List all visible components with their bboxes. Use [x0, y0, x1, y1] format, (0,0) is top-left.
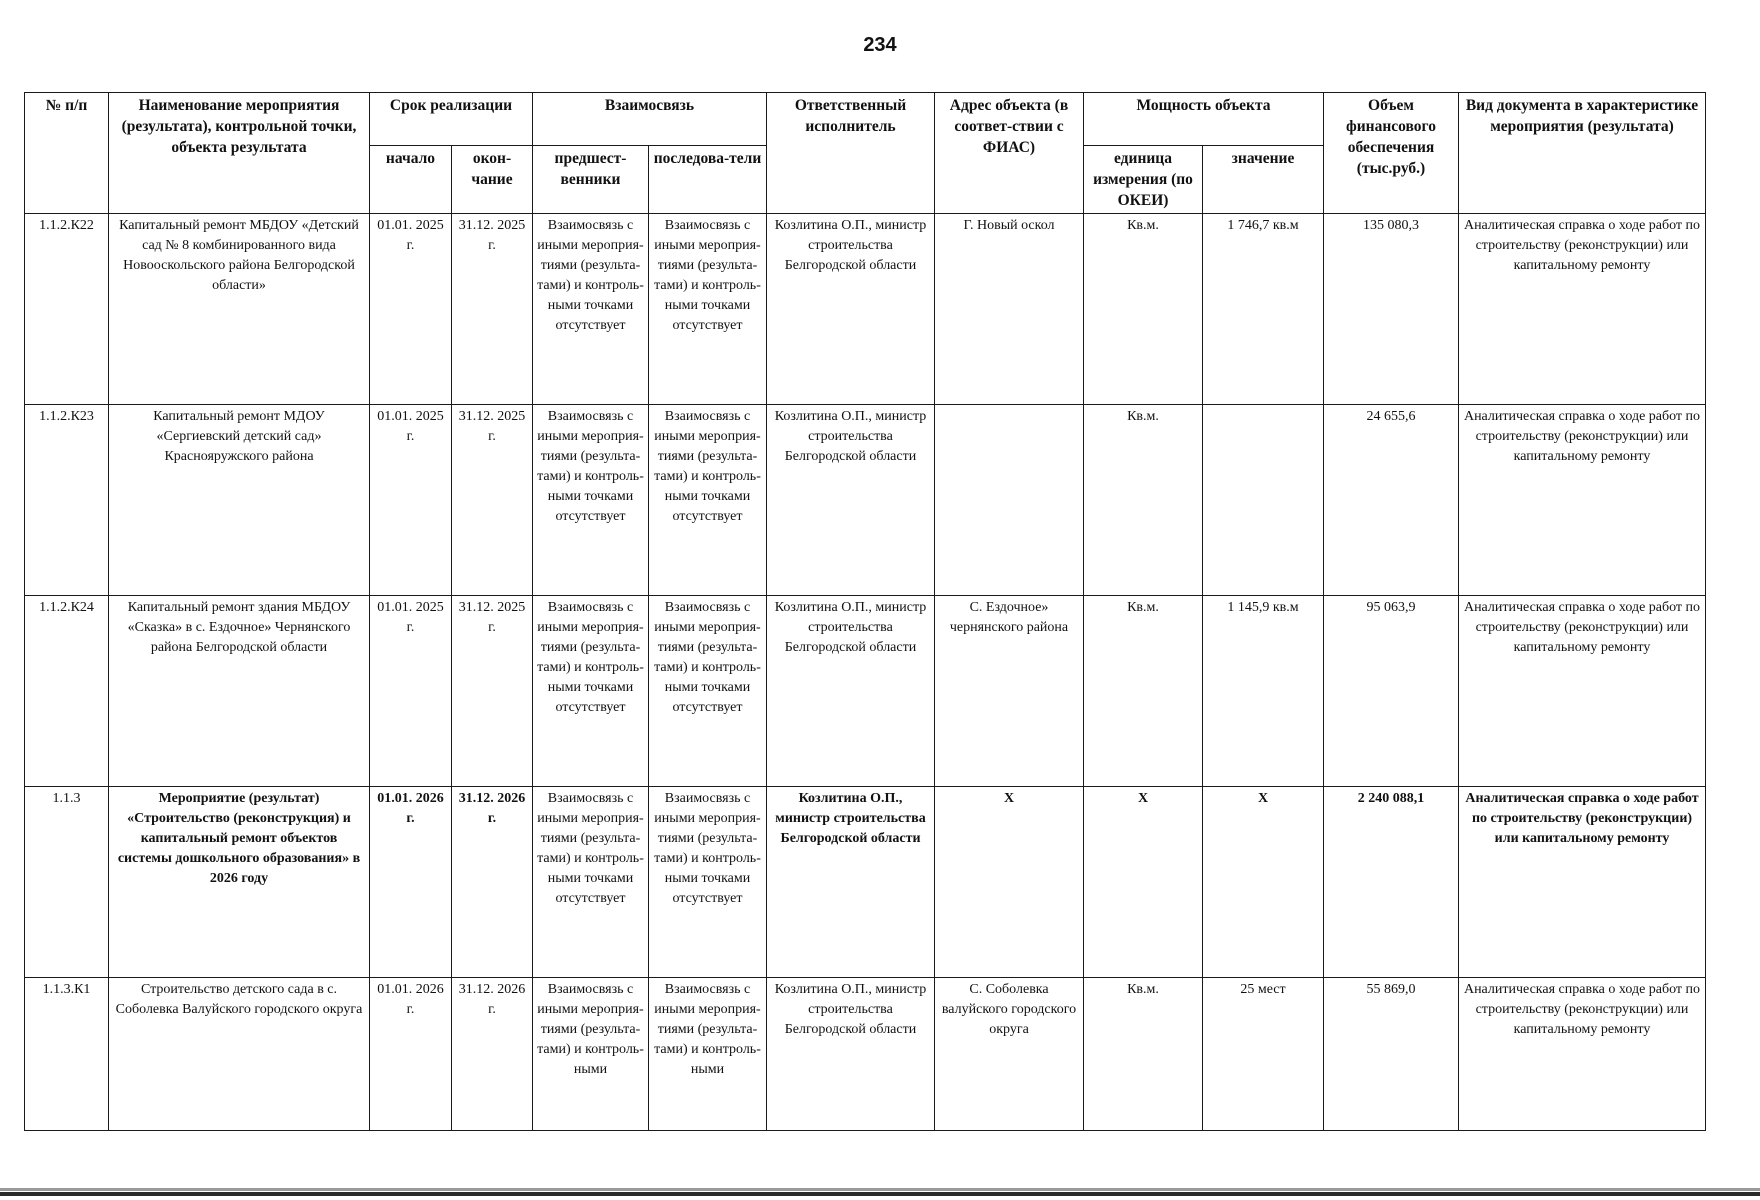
- cell-unit: Кв.м.: [1084, 596, 1203, 787]
- cell-unit: Кв.м.: [1084, 214, 1203, 405]
- cell-next: Взаимосвязь с иными мероприя-тиями (результа-тами) и контроль-ными: [649, 978, 767, 1131]
- cell-doc: Аналитическая справка о ходе работ по строительству (реконструкции) или капитальному ремонту: [1459, 214, 1706, 405]
- cell-address: С. Ездочное» чернянского района: [935, 596, 1084, 787]
- cell-num: 1.1.2.К24: [25, 596, 109, 787]
- cell-start: 01.01. 2025 г.: [370, 214, 452, 405]
- cell-doc: Аналитическая справка о ходе работ по строительству (реконструкции) или капитальному ремонту: [1459, 978, 1706, 1131]
- cell-end: 31.12. 2025 г.: [452, 405, 533, 596]
- cell-num: 1.1.2.К22: [25, 214, 109, 405]
- cell-end: 31.12. 2026 г.: [452, 787, 533, 978]
- cell-start: 01.01. 2025 г.: [370, 405, 452, 596]
- header-term: Срок реализации: [370, 93, 533, 146]
- table-row: [25, 787, 1706, 978]
- cell-value: 25 мест: [1203, 978, 1324, 1131]
- cell-name: Мероприятие (результат) «Строительство (реконструкция) и капитальный ремонт объектов системы дошкольного образования» в 2026 году: [109, 787, 370, 978]
- cell-doc: Аналитическая справка о ходе работ по строительству (реконструкции) или капитальному ремонту: [1459, 787, 1706, 978]
- cell-finance: 24 655,6: [1324, 405, 1459, 596]
- cell-next: Взаимосвязь с иными мероприя-тиями (результа-тами) и контроль-ными точками отсутствует: [649, 787, 767, 978]
- cell-start: 01.01. 2025 г.: [370, 596, 452, 787]
- cell-prev: Взаимосвязь с иными мероприя-тиями (результа-тами) и контроль-ными: [533, 978, 649, 1131]
- cell-start: 01.01. 2026 г.: [370, 787, 452, 978]
- cell-num: 1.1.2.К23: [25, 405, 109, 596]
- header-responsible: Ответственный исполнитель: [767, 93, 935, 214]
- page-edge-line: [0, 1192, 1760, 1196]
- header-name: Наименование мероприятия (результата), контрольной точки, объекта результата: [109, 93, 370, 214]
- table-row: [25, 978, 1706, 1131]
- cell-address: [935, 405, 1084, 596]
- cell-doc: Аналитическая справка о ходе работ по строительству (реконструкции) или капитальному ремонту: [1459, 596, 1706, 787]
- header-num: № п/п: [25, 93, 109, 214]
- cell-prev: Взаимосвязь с иными мероприя-тиями (результа-тами) и контроль-ными точками отсутствует: [533, 405, 649, 596]
- cell-end: 31.12. 2026 г.: [452, 978, 533, 1131]
- cell-responsible: Козлитина О.П., министр строительства Белгородской области: [767, 787, 935, 978]
- page-edge-shadow: [0, 1188, 1760, 1191]
- header-link: Взаимосвязь: [533, 93, 767, 146]
- cell-unit: Кв.м.: [1084, 978, 1203, 1131]
- cell-address: X: [935, 787, 1084, 978]
- header-link-prev: предшест-венники: [533, 146, 649, 214]
- table-row: [25, 214, 1706, 405]
- page-number: 234: [863, 34, 897, 56]
- cell-doc: Аналитическая справка о ходе работ по строительству (реконструкции) или капитальному ремонту: [1459, 405, 1706, 596]
- cell-prev: Взаимосвязь с иными мероприя-тиями (результа-тами) и контроль-ными точками отсутствует: [533, 214, 649, 405]
- cell-address: Г. Новый оскол: [935, 214, 1084, 405]
- cell-finance: 95 063,9: [1324, 596, 1459, 787]
- cell-num: 1.1.3.К1: [25, 978, 109, 1131]
- cell-next: Взаимосвязь с иными мероприя-тиями (результа-тами) и контроль-ными точками отсутствует: [649, 596, 767, 787]
- header-row-1: [25, 93, 1706, 146]
- cell-value: 1 746,7 кв.м: [1203, 214, 1324, 405]
- cell-num: 1.1.3: [25, 787, 109, 978]
- header-capacity: Мощность объекта: [1084, 93, 1324, 146]
- header-doc-type: Вид документа в характеристике мероприятия (результата): [1459, 93, 1706, 214]
- header-link-next: последова-тели: [649, 146, 767, 214]
- cell-unit: X: [1084, 787, 1203, 978]
- header-value: значение: [1203, 146, 1324, 214]
- cell-value: 1 145,9 кв.м: [1203, 596, 1324, 787]
- header-finance: Объем финансового обеспечения (тыс.руб.): [1324, 93, 1459, 214]
- cell-next: Взаимосвязь с иными мероприя-тиями (результа-тами) и контроль-ными точками отсутствует: [649, 214, 767, 405]
- table-row: [25, 405, 1706, 596]
- cell-prev: Взаимосвязь с иными мероприя-тиями (результа-тами) и контроль-ными точками отсутствует: [533, 596, 649, 787]
- cell-end: 31.12. 2025 г.: [452, 596, 533, 787]
- cell-value: X: [1203, 787, 1324, 978]
- cell-unit: Кв.м.: [1084, 405, 1203, 596]
- cell-responsible: Козлитина О.П., министр строительства Белгородской области: [767, 405, 935, 596]
- cell-responsible: Козлитина О.П., министр строительства Белгородской области: [767, 596, 935, 787]
- header-unit: единица измерения (по ОКЕИ): [1084, 146, 1203, 214]
- cell-name: Капитальный ремонт МДОУ «Сергиевский детский сад» Краснояружского района: [109, 405, 370, 596]
- measures-table: [24, 92, 1706, 1131]
- cell-address: С. Соболевка валуйского городского округа: [935, 978, 1084, 1131]
- cell-next: Взаимосвязь с иными мероприя-тиями (результа-тами) и контроль-ными точками отсутствует: [649, 405, 767, 596]
- cell-name: Капитальный ремонт МБДОУ «Детский сад № 8 комбинированного вида Новооскольского района Белгородской области»: [109, 214, 370, 405]
- cell-end: 31.12. 2025 г.: [452, 214, 533, 405]
- cell-responsible: Козлитина О.П., министр строительства Белгородской области: [767, 214, 935, 405]
- cell-name: Капитальный ремонт здания МБДОУ «Сказка» в с. Ездочное» Чернянского района Белгородской области: [109, 596, 370, 787]
- cell-finance: 135 080,3: [1324, 214, 1459, 405]
- header-address: Адрес объекта (в соответ-ствии с ФИАС): [935, 93, 1084, 214]
- cell-finance: 55 869,0: [1324, 978, 1459, 1131]
- header-term-start: начало: [370, 146, 452, 214]
- cell-finance: 2 240 088,1: [1324, 787, 1459, 978]
- cell-name: Строительство детского сада в с. Соболевка Валуйского городского округа: [109, 978, 370, 1131]
- table-row: [25, 596, 1706, 787]
- header-term-end: окон-чание: [452, 146, 533, 214]
- cell-responsible: Козлитина О.П., министр строительства Белгородской области: [767, 978, 935, 1131]
- cell-prev: Взаимосвязь с иными мероприя-тиями (результа-тами) и контроль-ными точками отсутствует: [533, 787, 649, 978]
- cell-value: [1203, 405, 1324, 596]
- cell-start: 01.01. 2026 г.: [370, 978, 452, 1131]
